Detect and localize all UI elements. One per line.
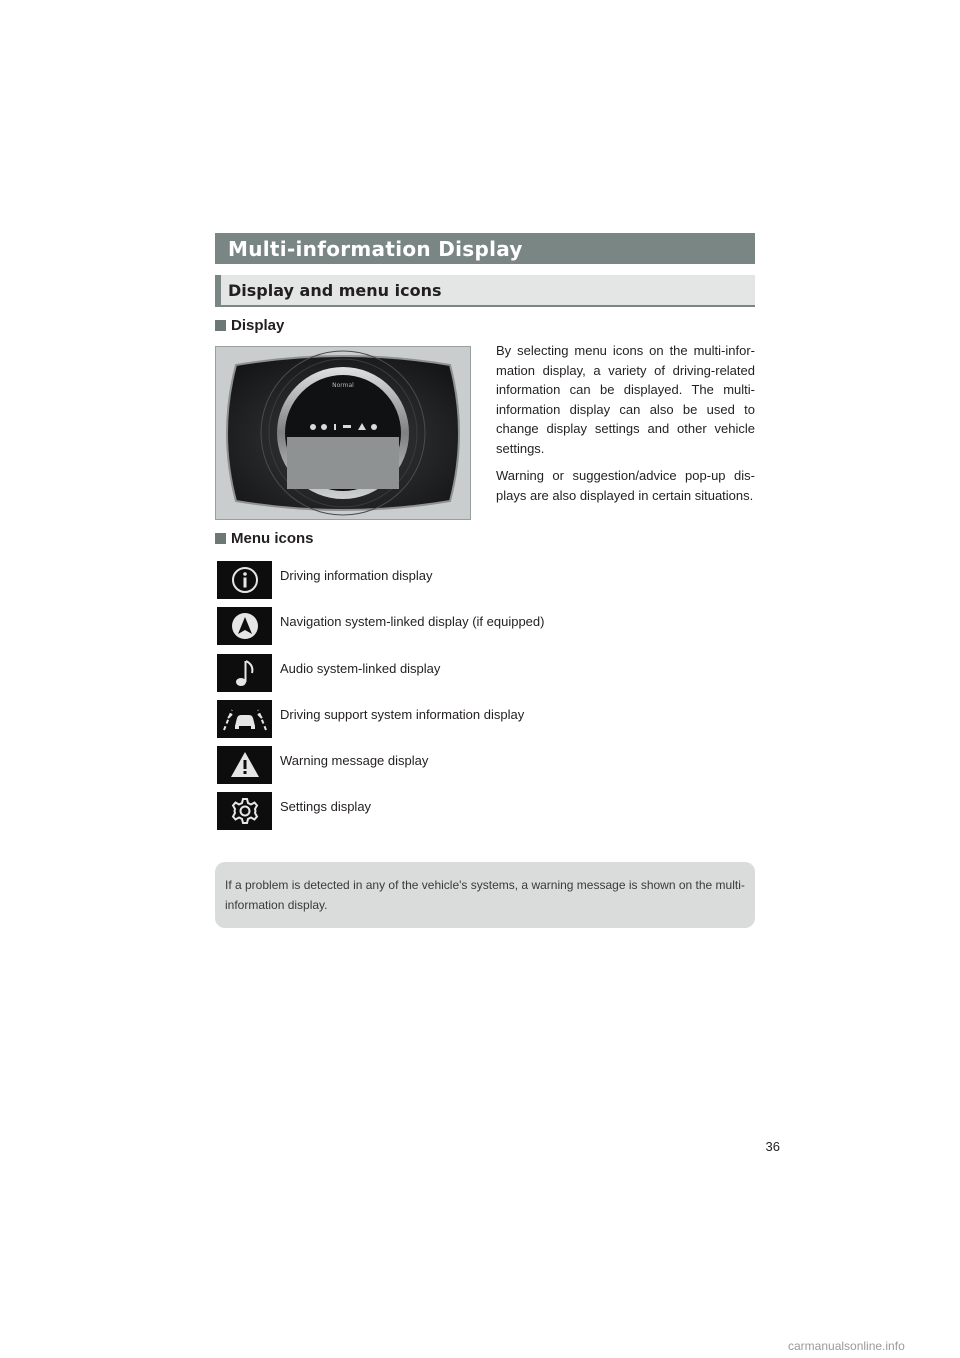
menu-icon-label: Audio system-linked display — [280, 661, 441, 676]
warning-triangle-icon — [217, 746, 272, 784]
description-paragraph-1: By selecting menu icons on the multi-infor-mation display, a variety of driving-related information can be displayed. The multi-information display can also be used to change display settings and other vehicle settings. — [496, 343, 755, 456]
subsection-accent — [215, 275, 221, 305]
menu-icon-label: Driving information display — [280, 568, 433, 583]
display-heading — [215, 317, 284, 334]
menu-icon-row — [217, 792, 757, 830]
note-box — [215, 862, 755, 928]
section-title: Multi-information Display — [228, 236, 523, 261]
menu-icon-row — [217, 607, 757, 645]
instrument-display-image — [215, 346, 471, 520]
display-screen-label: Normal — [332, 382, 354, 389]
menu-icon-row — [217, 700, 757, 738]
driving-support-icon — [217, 700, 272, 738]
page-number: 36 — [765, 1139, 780, 1154]
note-text: If a problem is detected in any of the vehicle's systems, a warning message is shown on the multi-information display. — [225, 878, 745, 912]
menu-icon-label: Settings display — [280, 799, 372, 814]
heading-bullet — [215, 320, 226, 331]
section-header — [215, 233, 755, 264]
menu-icon-label: Driving support system information display — [280, 707, 525, 722]
menu-icons-heading-text: Menu icons — [231, 530, 314, 547]
heading-bullet — [215, 533, 226, 544]
watermark[interactable]: carmanualsonline.info — [788, 1339, 905, 1353]
music-note-icon — [217, 654, 272, 692]
subsection-header — [215, 275, 755, 307]
description-paragraph-2: Warning or suggestion/advice pop-up dis-plays are also displayed in certain situations. — [496, 468, 755, 503]
display-heading-text: Display — [231, 317, 285, 334]
menu-icon-label: Navigation system-linked display (if equipped) — [280, 614, 545, 629]
menu-icon-row — [217, 654, 757, 692]
menu-icon-row — [217, 746, 757, 784]
info-icon — [217, 561, 272, 599]
menu-icons-heading — [215, 530, 314, 547]
menu-icon-row — [217, 561, 757, 599]
subsection-title: Display and menu icons — [228, 280, 442, 300]
navigation-arrow-icon — [217, 607, 272, 645]
gear-icon — [217, 792, 272, 830]
menu-icon-label: Warning message display — [280, 753, 429, 768]
